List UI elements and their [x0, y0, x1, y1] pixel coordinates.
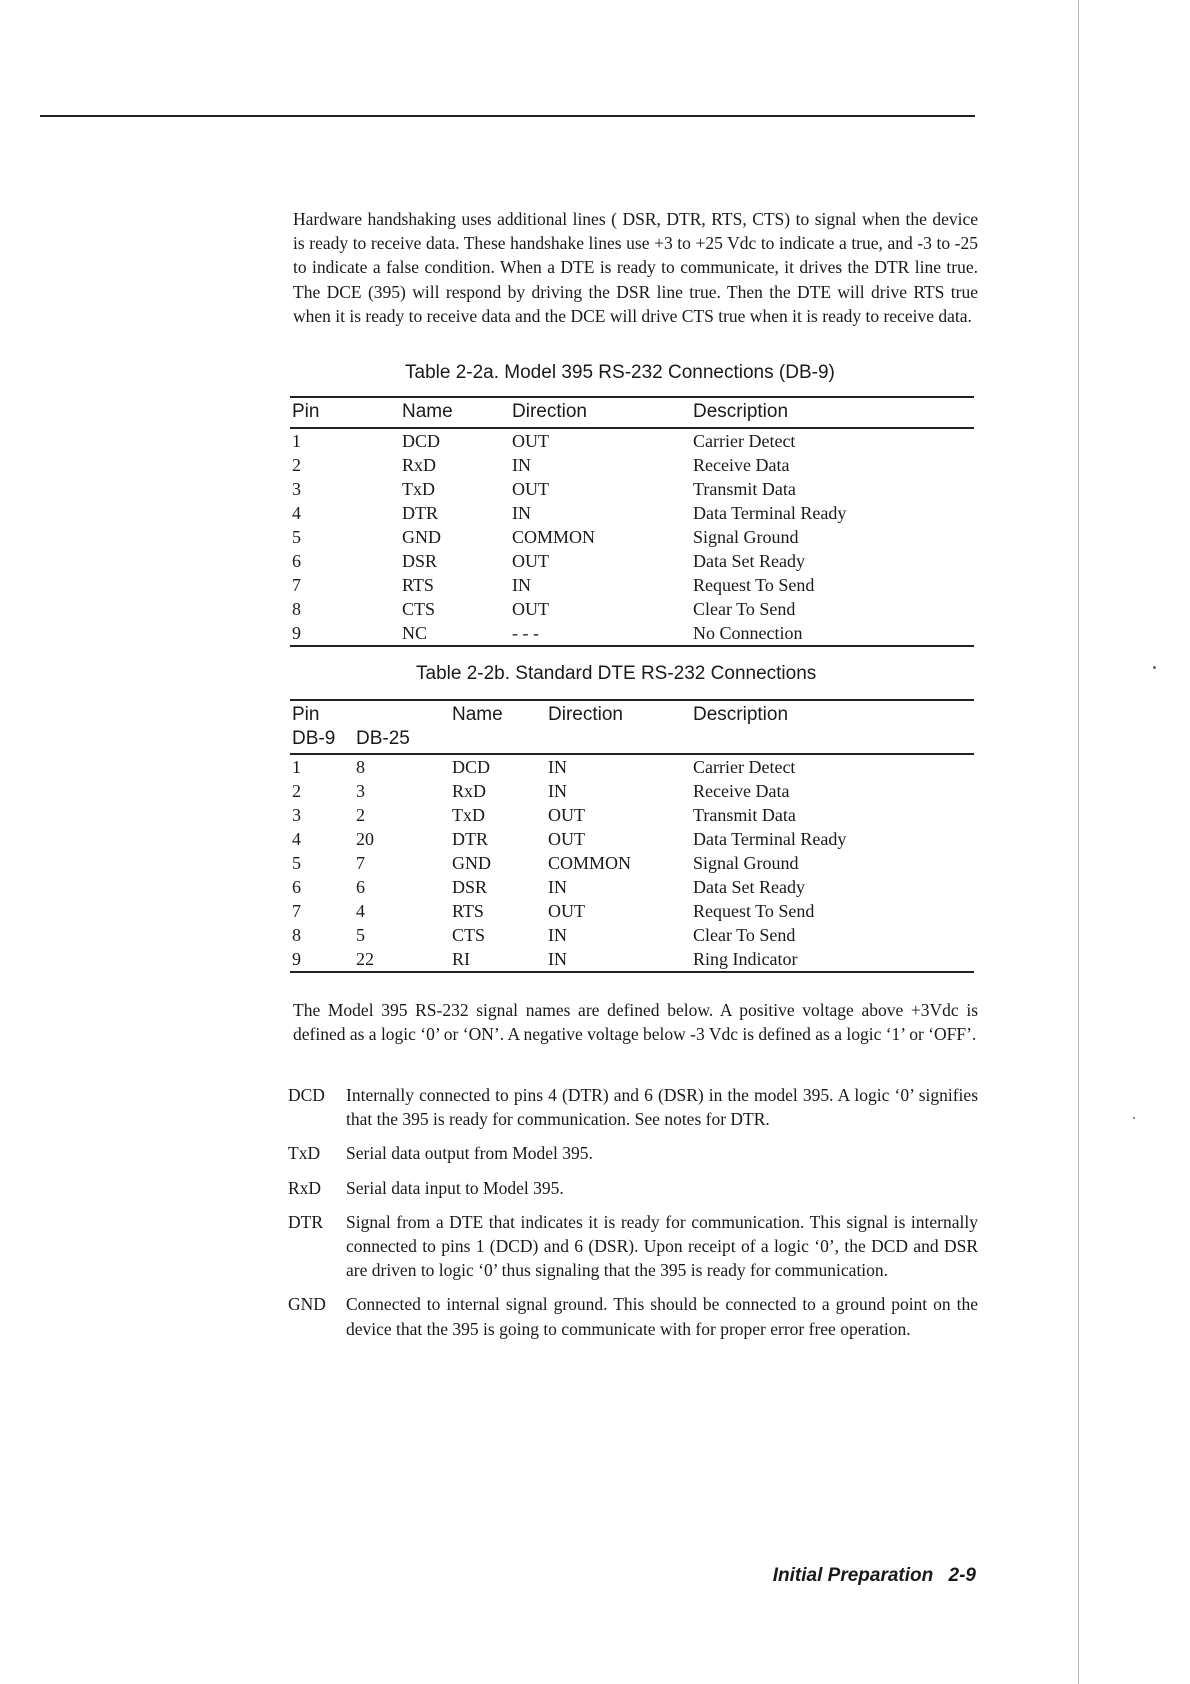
table-row [290, 429, 974, 453]
intro-paragraph: Hardware handshaking uses additional lines ( DSR, DTR, RTS, CTS) to signal when the device is ready to receive data. These handshake lines use +3 to +25 Vdc to indicate a true, and -3 to -25 to indicate a false condition. When a DTE is ready to communicate, it drives the DTR line true. The DCE (395) will respond by driving the DSR line true. Then the DTE will drive RTS true when it is ready to receive data and the DCE will drive CTS true when it is ready to receive data. [293, 209, 978, 326]
definition-text: Internally connected to pins 4 (DTR) and 6 (DSR) in the model 395. A logic ‘0’ signifies that the 395 is ready for communication. See notes for DTR. [346, 1085, 978, 1130]
signal-definitions [288, 1083, 978, 1351]
scan-speck [1133, 1117, 1135, 1119]
name-cell: GND [452, 853, 491, 873]
description-cell: Request To Send [693, 575, 815, 595]
name-cell: RxD [452, 781, 487, 801]
table-a [290, 396, 974, 647]
db25-pin-cell: 6 [356, 877, 365, 897]
pin-cell: 3 [292, 479, 301, 499]
description-cell: Transmit Data [693, 805, 796, 825]
header-name: Name [452, 704, 503, 725]
table-row [290, 827, 974, 851]
table-row [290, 621, 974, 645]
description-cell: Data Terminal Ready [693, 503, 847, 523]
footer-section: Initial Preparation [772, 1565, 934, 1586]
direction-cell: OUT [512, 599, 549, 619]
table-a-body [290, 429, 974, 645]
description-cell: Ring Indicator [693, 949, 798, 969]
table-row [290, 477, 974, 501]
name-cell: TxD [452, 805, 485, 825]
description-cell: Data Terminal Ready [693, 829, 847, 849]
definition-term: DTR [288, 1211, 323, 1232]
direction-cell: IN [548, 925, 567, 945]
direction-cell: OUT [548, 805, 585, 825]
description-cell: Transmit Data [693, 479, 796, 499]
db25-pin-cell: 5 [356, 925, 365, 945]
description-cell: Receive Data [693, 781, 790, 801]
table-row [290, 899, 974, 923]
description-cell: Carrier Detect [693, 757, 796, 777]
name-cell: DSR [452, 877, 488, 897]
direction-cell: IN [512, 503, 531, 523]
description-cell: Signal Ground [693, 527, 799, 547]
definition-text: Signal from a DTE that indicates it is ready for communication. This signal is internally connected to pins 1 (DCD) and 6 (DSR). Upon receipt of a logic ‘0’, the DCD and DSR are driven to logic ‘0’ thus signaling that the 395 is ready for communication. [346, 1211, 978, 1281]
header-pin: Pin [292, 704, 320, 725]
signals-intro-paragraph: The Model 395 RS-232 signal names are defined below. A positive voltage above +3Vdc is defined as a logic ‘0’ or ‘ON’. A negative voltage below -3 Vdc is defined as a logic ‘1’ or ‘OFF’. [293, 1000, 978, 1045]
direction-cell: OUT [548, 829, 585, 849]
table-b-header-row1 [290, 701, 974, 725]
description-cell: Data Set Ready [693, 877, 805, 897]
db25-pin-cell: 22 [356, 949, 374, 969]
header-name: Name [402, 401, 453, 422]
pin-cell: 1 [292, 431, 301, 451]
table-a-bottom-rule [290, 645, 974, 647]
definition-text: Serial data input to Model 395. [346, 1177, 564, 1198]
table-row [290, 947, 974, 971]
direction-cell: OUT [512, 431, 549, 451]
table-row [290, 803, 974, 827]
db9-pin-cell: 8 [292, 925, 301, 945]
table-row [290, 755, 974, 779]
description-cell: Signal Ground [693, 853, 799, 873]
table-b-bottom-rule [290, 971, 974, 973]
header-rule [40, 115, 975, 117]
pin-cell: 7 [292, 575, 301, 595]
definition-item [288, 1141, 978, 1165]
name-cell: DCD [402, 431, 441, 451]
db25-pin-cell: 8 [356, 757, 365, 777]
header-db25: DB-25 [356, 728, 410, 749]
table-row [290, 923, 974, 947]
db9-pin-cell: 7 [292, 901, 301, 921]
pin-cell: 9 [292, 623, 301, 643]
direction-cell: - - - [512, 623, 539, 643]
table-b-body [290, 755, 974, 971]
db25-pin-cell: 3 [356, 781, 365, 801]
table-row [290, 779, 974, 803]
description-cell: Carrier Detect [693, 431, 796, 451]
direction-cell: OUT [512, 551, 549, 571]
definition-term: DCD [288, 1085, 325, 1105]
definition-term: TxD [288, 1143, 321, 1164]
direction-cell: IN [548, 781, 567, 801]
definition-item [288, 1292, 978, 1340]
page-edge-line [1078, 0, 1079, 1684]
db25-pin-cell: 7 [356, 853, 365, 873]
header-direction: Direction [512, 401, 587, 422]
header-pin: Pin [292, 401, 320, 422]
name-cell: DCD [452, 757, 491, 777]
description-cell: Clear To Send [693, 599, 796, 619]
name-cell: CTS [452, 925, 486, 945]
table-row [290, 597, 974, 621]
db9-pin-cell: 6 [292, 877, 301, 897]
page-footer [773, 1565, 976, 1587]
direction-cell: IN [548, 949, 567, 969]
table-b-caption: Table 2-2b. Standard DTE RS-232 Connections [416, 663, 817, 684]
name-cell: TxD [402, 479, 435, 499]
name-cell: RxD [402, 455, 437, 475]
table-row [290, 525, 974, 549]
name-cell: DTR [452, 829, 488, 849]
table-row [290, 851, 974, 875]
name-cell: CTS [402, 599, 436, 619]
pin-cell: 5 [292, 527, 301, 547]
definition-item [288, 1176, 978, 1200]
db9-pin-cell: 4 [292, 829, 301, 849]
direction-cell: IN [548, 757, 567, 777]
db25-pin-cell: 4 [356, 901, 365, 921]
header-description: Description [693, 704, 789, 725]
name-cell: DTR [402, 503, 438, 523]
db9-pin-cell: 5 [292, 853, 301, 873]
db25-pin-cell: 20 [356, 829, 374, 849]
direction-cell: OUT [512, 479, 549, 499]
definition-term: GND [288, 1294, 326, 1315]
definition-item [288, 1083, 978, 1131]
direction-cell: IN [512, 575, 531, 595]
header-direction: Direction [548, 704, 623, 725]
name-cell: RTS [402, 575, 434, 595]
table-row [290, 453, 974, 477]
direction-cell: IN [512, 455, 531, 475]
scan-speck [1153, 666, 1156, 669]
table-row [290, 549, 974, 573]
footer-page-number: 2-9 [948, 1565, 976, 1586]
db25-pin-cell: 2 [356, 805, 365, 825]
direction-cell: IN [548, 877, 567, 897]
table-a-caption: Table 2-2a. Model 395 RS-232 Connections (DB-9) [405, 362, 835, 383]
name-cell: RI [452, 949, 470, 969]
name-cell: GND [402, 527, 441, 547]
table-row [290, 501, 974, 525]
description-cell: Data Set Ready [693, 551, 805, 571]
definition-term: RxD [288, 1177, 322, 1198]
table-b-header-row2 [290, 725, 974, 755]
direction-cell: COMMON [512, 527, 596, 547]
description-cell: No Connection [693, 623, 803, 643]
name-cell: DSR [402, 551, 438, 571]
table-b [290, 699, 974, 973]
description-cell: Clear To Send [693, 925, 796, 945]
pin-cell: 2 [292, 455, 301, 475]
description-cell: Request To Send [693, 901, 815, 921]
db9-pin-cell: 9 [292, 949, 301, 969]
definition-text: Serial data output from Model 395. [346, 1143, 593, 1164]
definition-text: Connected to internal signal ground. This should be connected to a ground point on the device that the 395 is going to communicate with for proper error free operation. [346, 1294, 978, 1339]
db9-pin-cell: 2 [292, 781, 301, 801]
name-cell: NC [402, 623, 428, 643]
table-row [290, 875, 974, 899]
table-row [290, 573, 974, 597]
definition-item [288, 1210, 978, 1283]
pin-cell: 4 [292, 503, 301, 523]
header-db9: DB-9 [292, 728, 336, 749]
table-a-header [290, 396, 974, 429]
direction-cell: OUT [548, 901, 585, 921]
description-cell: Receive Data [693, 455, 790, 475]
direction-cell: COMMON [548, 853, 632, 873]
name-cell: RTS [452, 901, 484, 921]
db9-pin-cell: 3 [292, 805, 301, 825]
pin-cell: 8 [292, 599, 301, 619]
pin-cell: 6 [292, 551, 301, 571]
header-description: Description [693, 401, 789, 422]
db9-pin-cell: 1 [292, 757, 301, 777]
